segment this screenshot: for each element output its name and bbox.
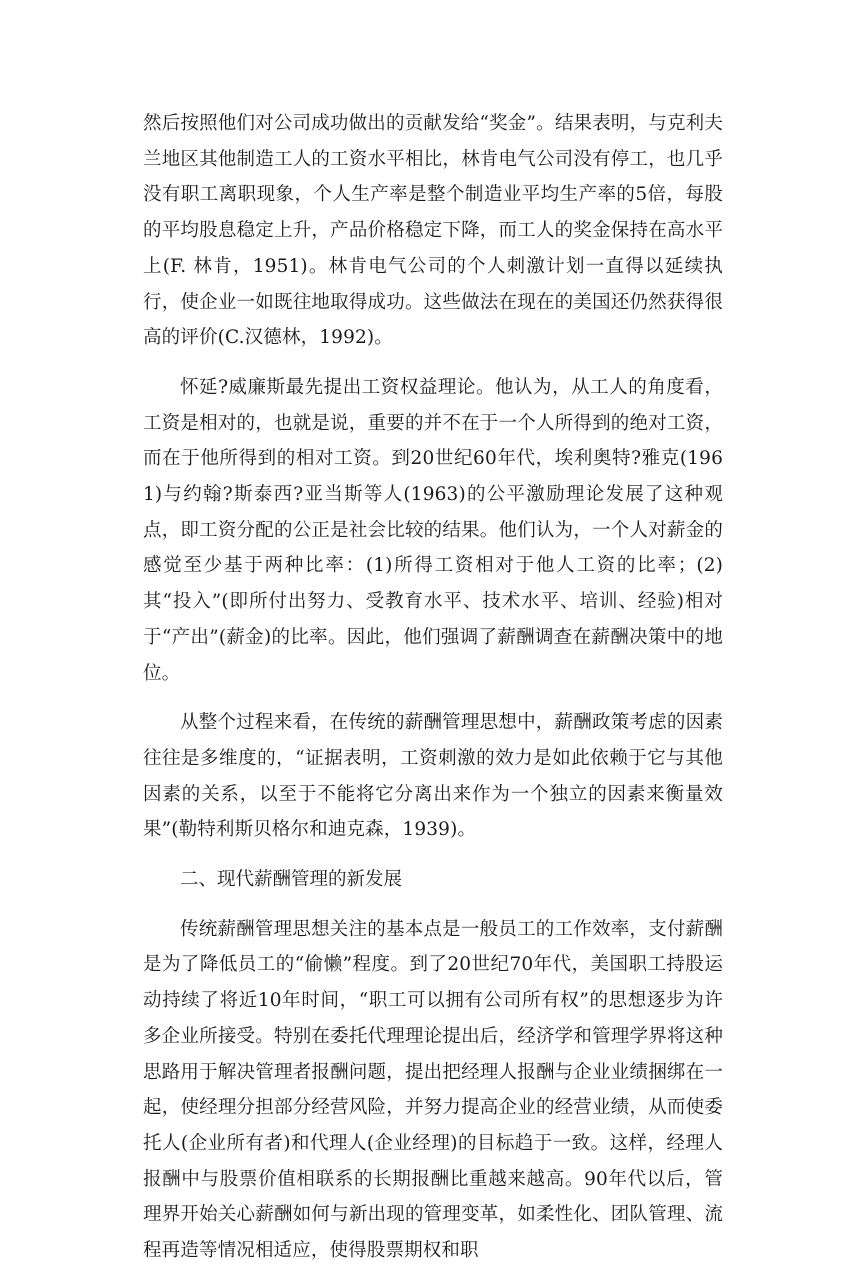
section-heading-modern-compensation: 二、现代薪酬管理的新发展 (180, 869, 403, 891)
paragraph-wage-equity-theory: 怀延?威廉斯最先提出工资权益理论。他认为，从工人的角度看，工资是相对的，也就是说，重要的并不在于一个人所得到的绝对工资，而在于他所得到的相对工资。到20世纪60年代，埃利奥特?雅克(1961)与约翰?斯泰西?亚当斯等人(1963)的公平激励理论发展了这种观点，即工资分配的公正是社会比较的结果。他们认为，一个人对薪金的感觉至少基于两种比率：(1)所得工资相对于他人工资的比率；(2)其“投入”(即所付出努力、受教育水平、技术水平、培训、经验)相对于“产出”(薪金)的比率。因此，他们强调了薪酬调查在薪酬决策中的地位。 (143, 376, 723, 684)
paragraph-lincoln-electric: 然后按照他们对公司成功做出的贡献发给“奖金”。结果表明，与克利夫兰地区其他制造工人的工资水平相比，林肯电气公司没有停工，也几乎没有职工离职现象，个人生产率是整个制造业平均生产率的5倍，每股的平均股息稳定上升，产品价格稳定下降，而工人的奖金保持在高水平上(F. 林肯，1951)。林肯电气公司的个人刺激计划一直得以延续执行，使企业一如既往地取得成功。这些做法在现在的美国还仍然获得很高的评价(C.汉德林，1992)。 (143, 113, 723, 349)
document-body (143, 106, 723, 1269)
paragraph-modern-developments: 传统薪酬管理思想关注的基本点是一般员工的工作效率，支付薪酬是为了降低员工的“偷懒”程度。到了20世纪70年代，美国职工持股运动持续了将近10年时间，“职工可以拥有公司所有权”的思想逐步为许多企业所接受。特别在委托代理理论提出后，经济学和管理学界将这种思路用于解决管理者报酬问题，提出把经理人报酬与企业业绩捆绑在一起，使经理分担部分经营风险，并努力提高企业的经营业绩，从而使委托人(企业所有者)和代理人(企业经理)的目标趋于一致。这样，经理人报酬中与股票价值相联系的长期报酬比重越来越高。90年代以后，管理界开始关心薪酬如何与新出现的管理变革，如柔性化、团队管理、流程再造等情况相适应，使得股票期权和职 (143, 918, 723, 1262)
paragraph-traditional-compensation: 从整个过程来看，在传统的薪酬管理思想中，薪酬政策考虑的因素往往是多维度的，“证据表明，工资刺激的效力是如此依赖于它与其他因素的关系，以至于不能将它分离出来作为一个独立的因素来衡量效果”(勒特利斯贝格尔和迪克森，1939)。 (143, 712, 723, 841)
